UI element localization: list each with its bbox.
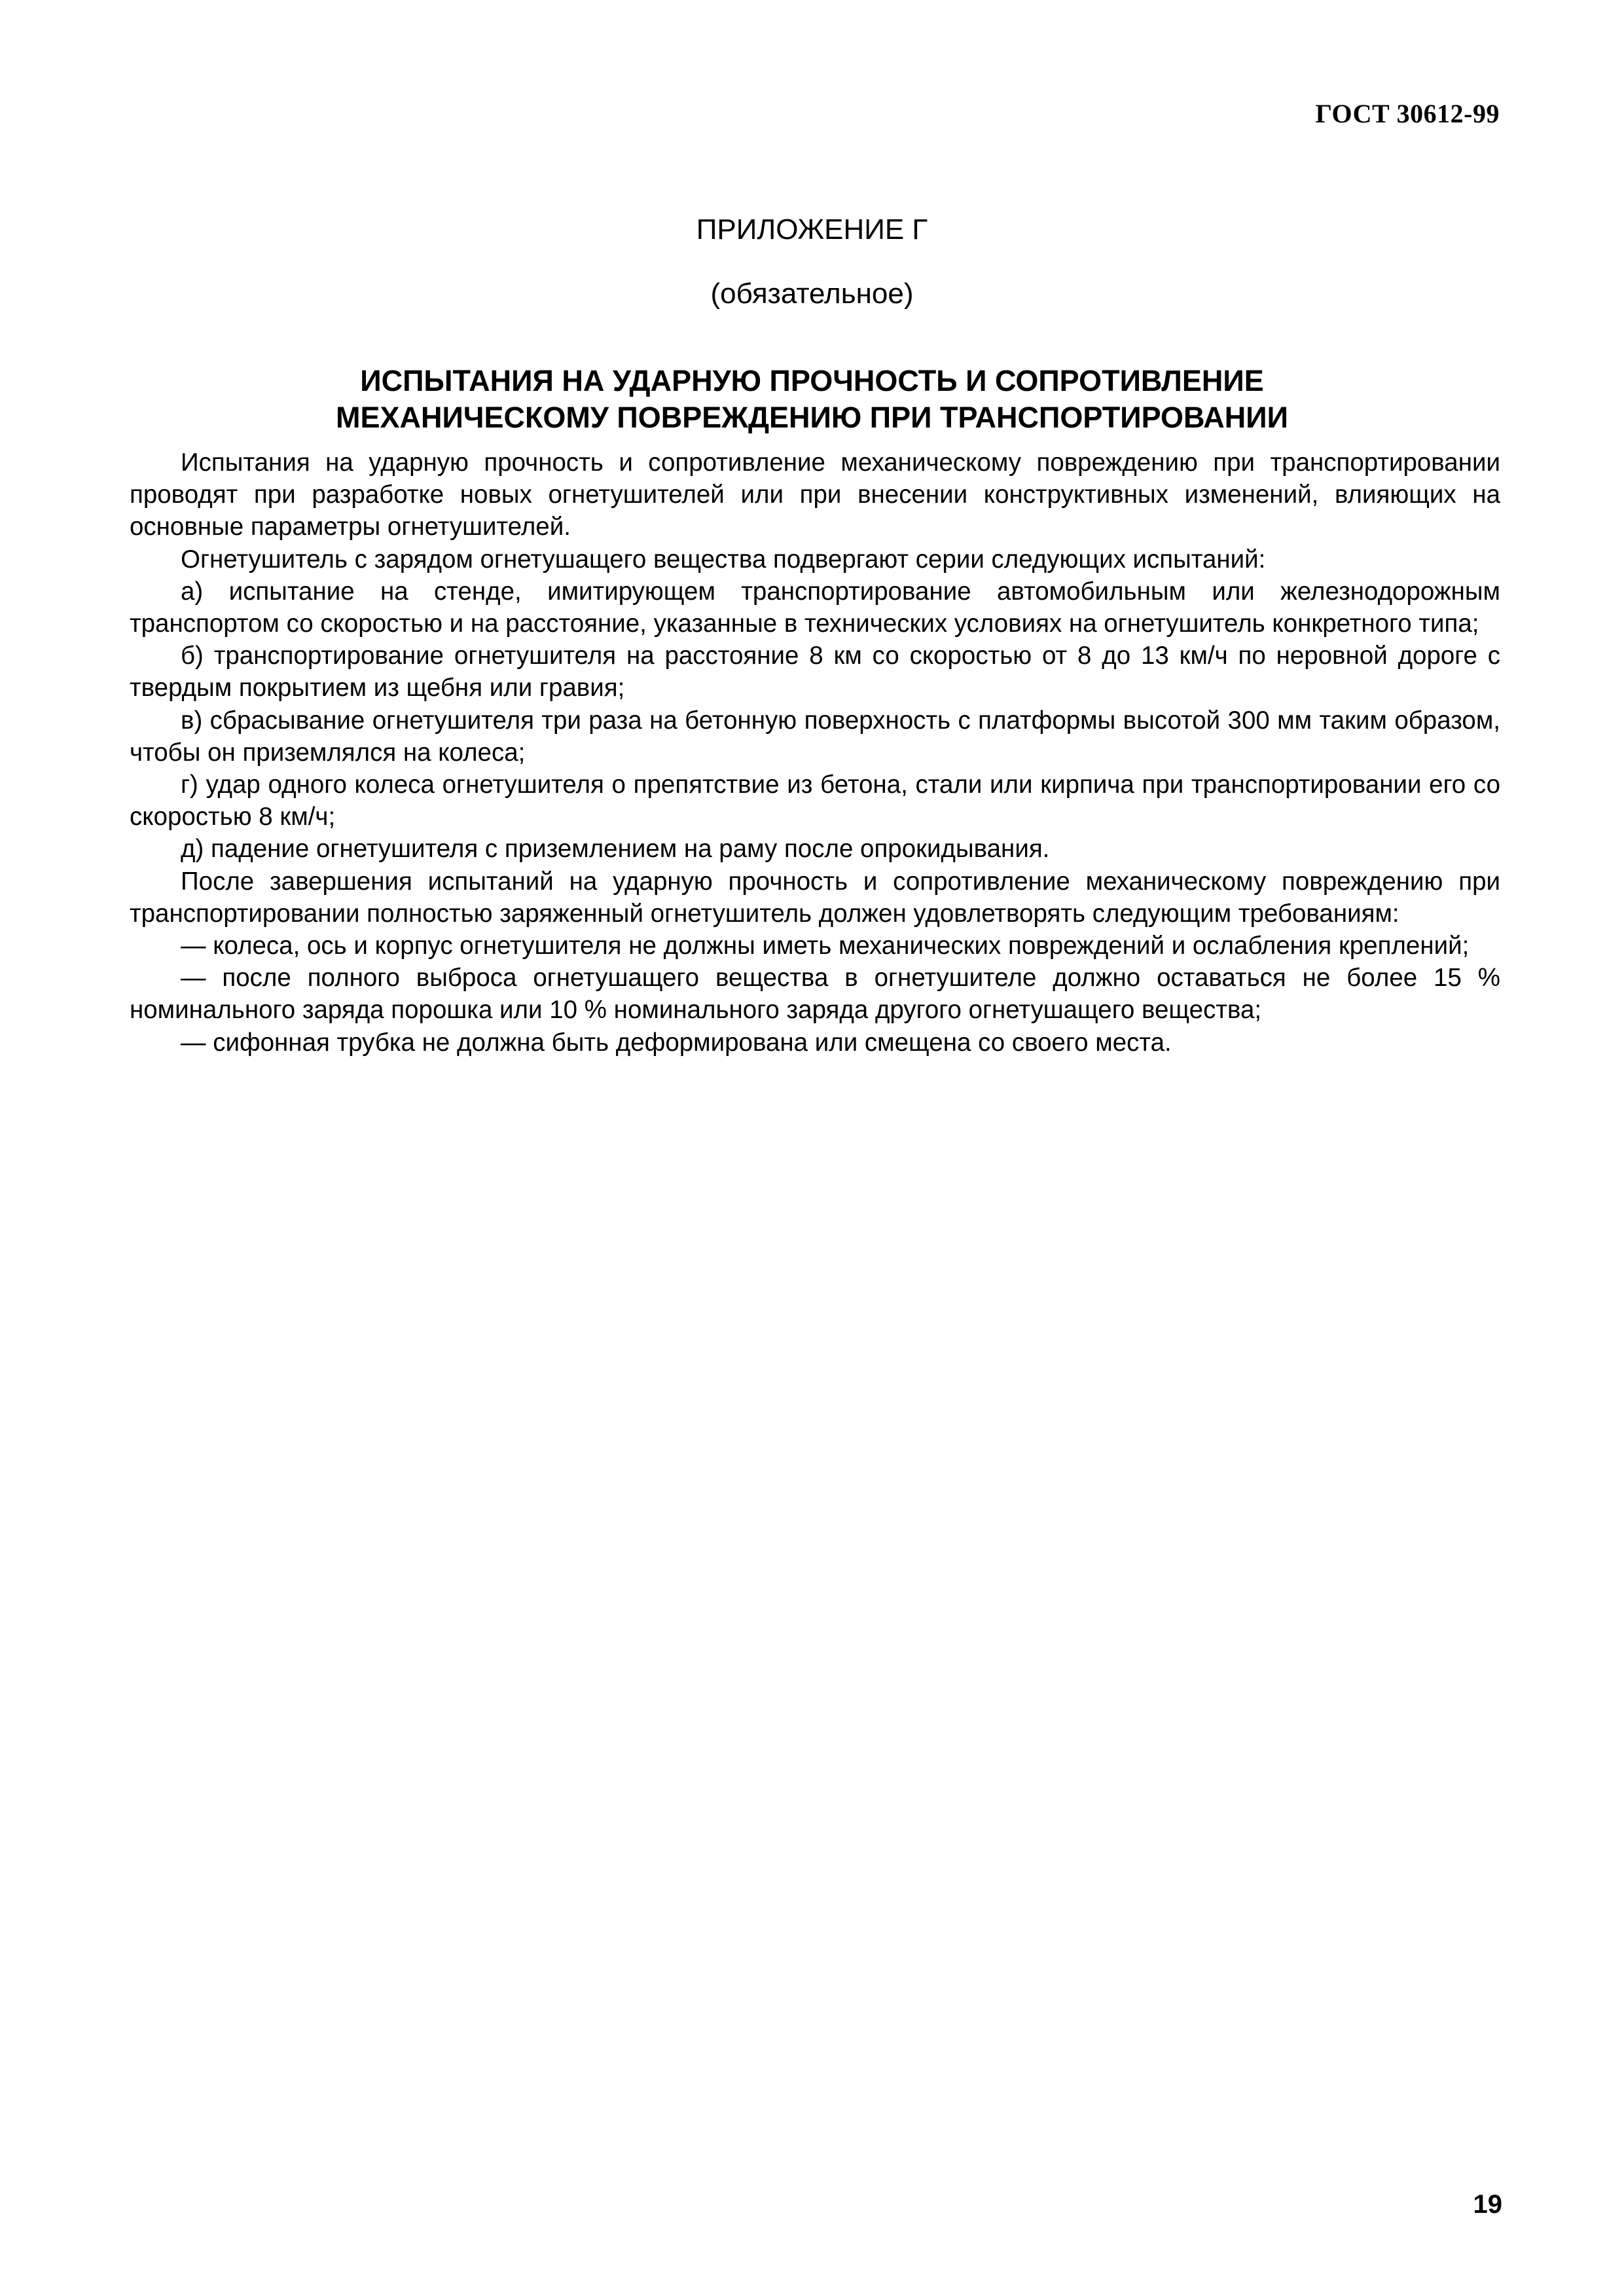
appendix-status: (обязательное) — [710, 278, 914, 310]
body-list-item-b: б) транспортирование огнетушителя на расстояние 8 км со скоростью от 8 до 13 км/ч по неровной дороге с твердым покрытием из щебня или гравия; — [130, 642, 1500, 702]
body-list-item-g: г) удар одного колеса огнетушителя о препятствие из бетона, стали или кирпича при транспортировании его со скоростью 8 км/ч; — [130, 771, 1500, 831]
section-title-line-2: МЕХАНИЧЕСКОМУ ПОВРЕЖДЕНИЮ ПРИ ТРАНСПОРТИРОВАНИИ — [335, 401, 1288, 434]
appendix-title: ПРИЛОЖЕНИЕ Г — [696, 213, 928, 246]
body-list-item-v: в) сбрасывание огнетушителя три раза на бетонную поверхность с платформы высотой 300 мм таким образом, чтобы он приземлялся на колеса; — [130, 706, 1500, 767]
body-requirement-1: — колеса, ось и корпус огнетушителя не должны иметь механических повреждений и ослабления креплений; — [181, 932, 1470, 960]
body-text — [130, 446, 1500, 1059]
body-requirement-3: — сифонная трубка не должна быть деформирована или смещена со своего места. — [181, 1028, 1172, 1057]
document-code: ГОСТ 30612-99 — [1315, 99, 1500, 128]
body-paragraph-requirements: После завершения испытаний на ударную прочность и сопротивление механическому повреждению при транспортировании полностью заряженный огнетушитель должен удовлетворять следующим требованиям: — [130, 867, 1500, 928]
page-number: 19 — [1473, 2190, 1502, 2219]
body-list-item-d: д) падение огнетушителя с приземлением на раму после опрокидывания. — [181, 835, 1050, 864]
body-requirement-2: — после полного выброса огнетушащего вещества в огнетушителе должно оставаться не более 15 % номинального заряда порошка или 10 % номинального заряда другого огнетушащего вещества; — [130, 964, 1500, 1025]
section-title — [0, 363, 1624, 436]
body-paragraph-test-series: Огнетушитель с зарядом огнетушащего вещества подвергают серии следующих испытаний: — [181, 545, 1266, 574]
section-title-line-1: ИСПЫТАНИЯ НА УДАРНУЮ ПРОЧНОСТЬ И СОПРОТИВЛЕНИЕ — [360, 364, 1264, 397]
body-list-item-a: а) испытание на стенде, имитирующем транспортирование автомобильным или железнодорожным транспортом со скоростью и на расстояние, указанные в технических условиях на огнетушитель конкретного типа; — [130, 577, 1500, 638]
body-paragraph-intro: Испытания на ударную прочность и сопротивление механическому повреждению при транспортировании проводят при разработке новых огнетушителей или при внесении конструктивных изменений, влияющих на основные параметры огнетушителей. — [130, 448, 1500, 541]
